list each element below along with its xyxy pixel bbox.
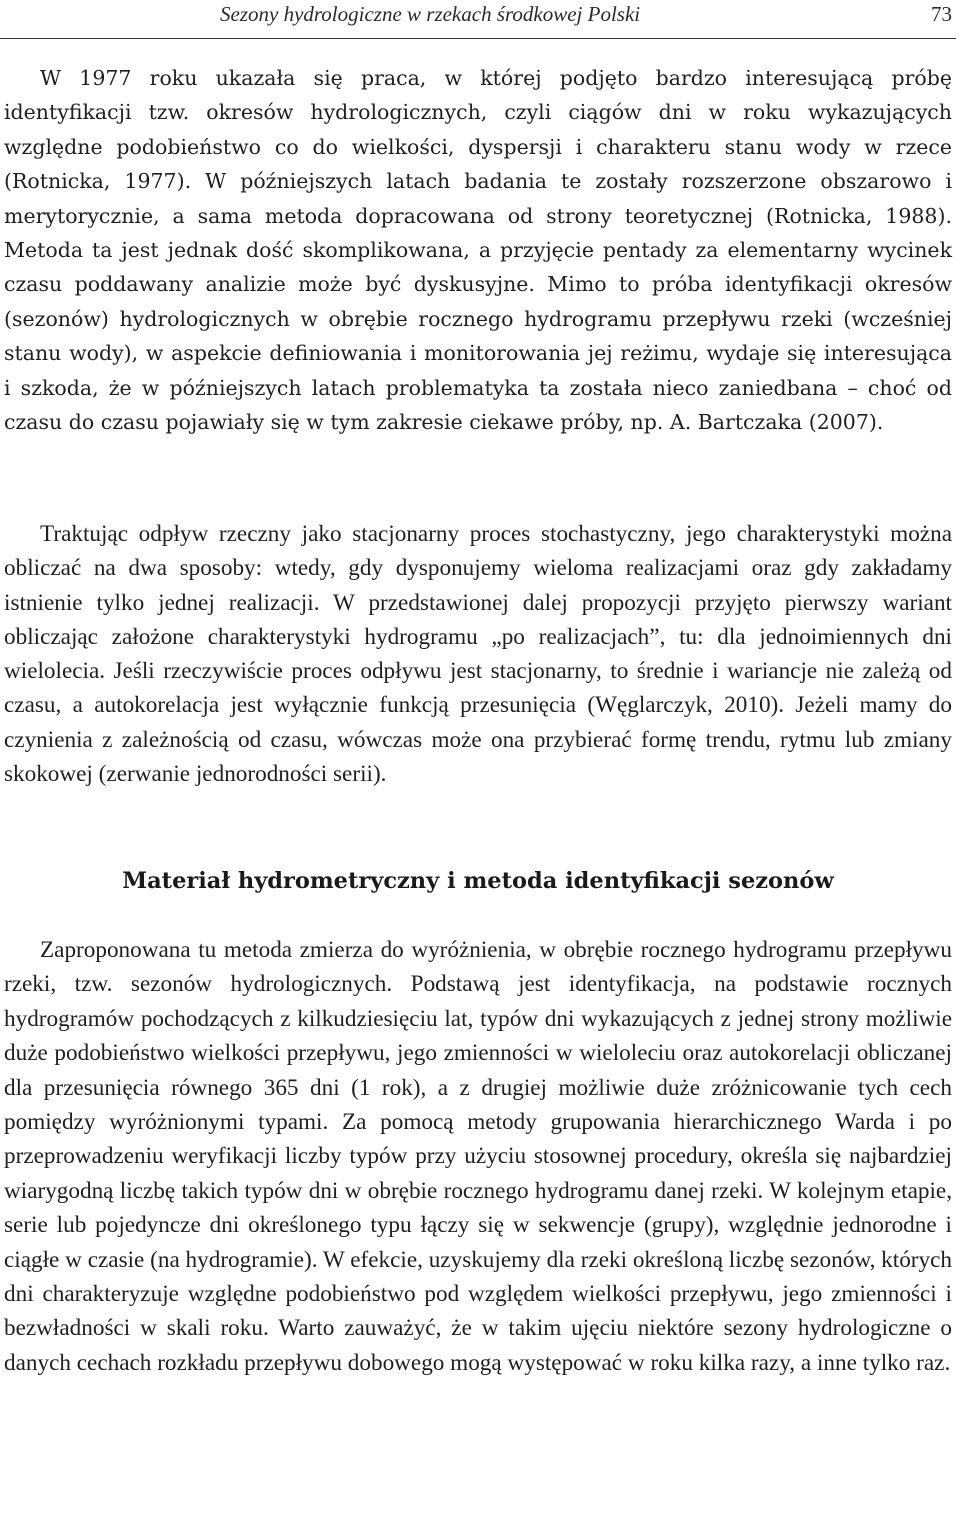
running-header xyxy=(0,0,956,39)
section-heading: Materiał hydrometryczny i metoda identyfikacji sezonów xyxy=(122,868,834,894)
body-paragraph-2: Traktując odpływ rzeczny jako stacjonarny proces stochastyczny, jego charakterystyki można obliczać na dwa sposoby: wtedy, gdy dysponujemy wieloma realizacjami oraz gdy zakładamy istnienie tylko jednej realizacji. W przedstawionej dalej propozycji przyjęto pierwszy wariant obliczając założone charakterystyki hydrogramu „po realizacjach”, tu: dla jednoimiennych dni wielolecia. Jeśli rzeczywiście proces odpływu jest stacjonarny, to średnie i wariancje nie zależą od czasu, a autokorelacja jest wyłącznie funkcją przesunięcia (Węglarczyk, 2010). Jeżeli mamy do czynienia z zależnością od czasu, wówczas może ona przybierać formę trendu, rytmu lub zmiany skokowej (zerwanie jednorodności serii). xyxy=(4,521,952,788)
body-paragraph-1: W 1977 roku ukazała się praca, w której podjęto bardzo interesującą próbę identyfikacji tzw. okresów hydrologicznych, czyli ciągów dni w roku wykazujących względne podobieństwo co do wielkości, dyspersji i charakteru stanu wody w rzece (Rotnicka, 1977). W późniejszych latach badania te zostały rozszerzone obszarowo i merytorycznie, a sama metoda dopracowana od strony teoretycznej (Rotnicka, 1988). Metoda ta jest jednak dość skomplikowana, a przyjęcie pentady za elementarny wycinek czasu poddawany analizie może być dyskusyjne. Mimo to próba identyfikacji okresów (sezonów) hydrologicznych w obrębie rocznego hydrogramu przepływu rzeki (wcześniej stanu wody), w aspekcie definiowania i monitorowania jej reżimu, wydaje się interesująca i szkoda, że w późniejszych latach problematyka ta została nieco zaniedbana – choć od czasu do czasu pojawiały się w tym zakresie ciekawe próby, np. A. Bartczaka (2007). xyxy=(4,66,952,435)
section-paragraph-1: Zaproponowana tu metoda zmierza do wyróżnienia, w obrębie rocznego hydrogramu przepływu rzeki, tzw. sezonów hydrologicznych. Podstawą jest identyfikacja, na podstawie rocznych hydrogramów pochodzących z kilkudziesięciu lat, typów dni wykazujących z jednej strony możliwie duże podobieństwo wielkości przepływu, jego zmienności w wieloleciu oraz autokorelacji obliczanej dla przesunięcia równego 365 dni (1 rok), a z drugiej możliwie duże zróżnicowanie tych cech pomiędzy wyróżnionymi typami. Za pomocą metody grupowania hierarchicznego Warda i po przeprowadzeniu weryfikacji liczby typów przy użyciu stosownej procedury, określa się najbardziej wiarygodną liczbę takich typów dni w obrębie rocznego hydrogramu danej rzeki. W kolejnym etapie, serie lub pojedyncze dni określonego typu łączy się w sekwencje (grupy), względnie jednorodne i ciągłe w czasie (na hydrogramie). W efekcie, uzyskujemy dla rzeki określoną liczbę sezonów, których dni charakteryzuje względne podobieństwo pod względem wielkości przepływu, jego zmienności i bezwładności w skali roku. Warto zauważyć, że w takim ujęciu niektóre sezony hydrologiczne o danych cechach rozkładu przepływu dobowego mogą występować w roku kilka razy, a inne tylko raz. xyxy=(4,937,952,1376)
running-title: Sezony hydrologiczne w rzekach środkowej Polski xyxy=(220,2,641,26)
page-number: 73 xyxy=(931,2,952,26)
